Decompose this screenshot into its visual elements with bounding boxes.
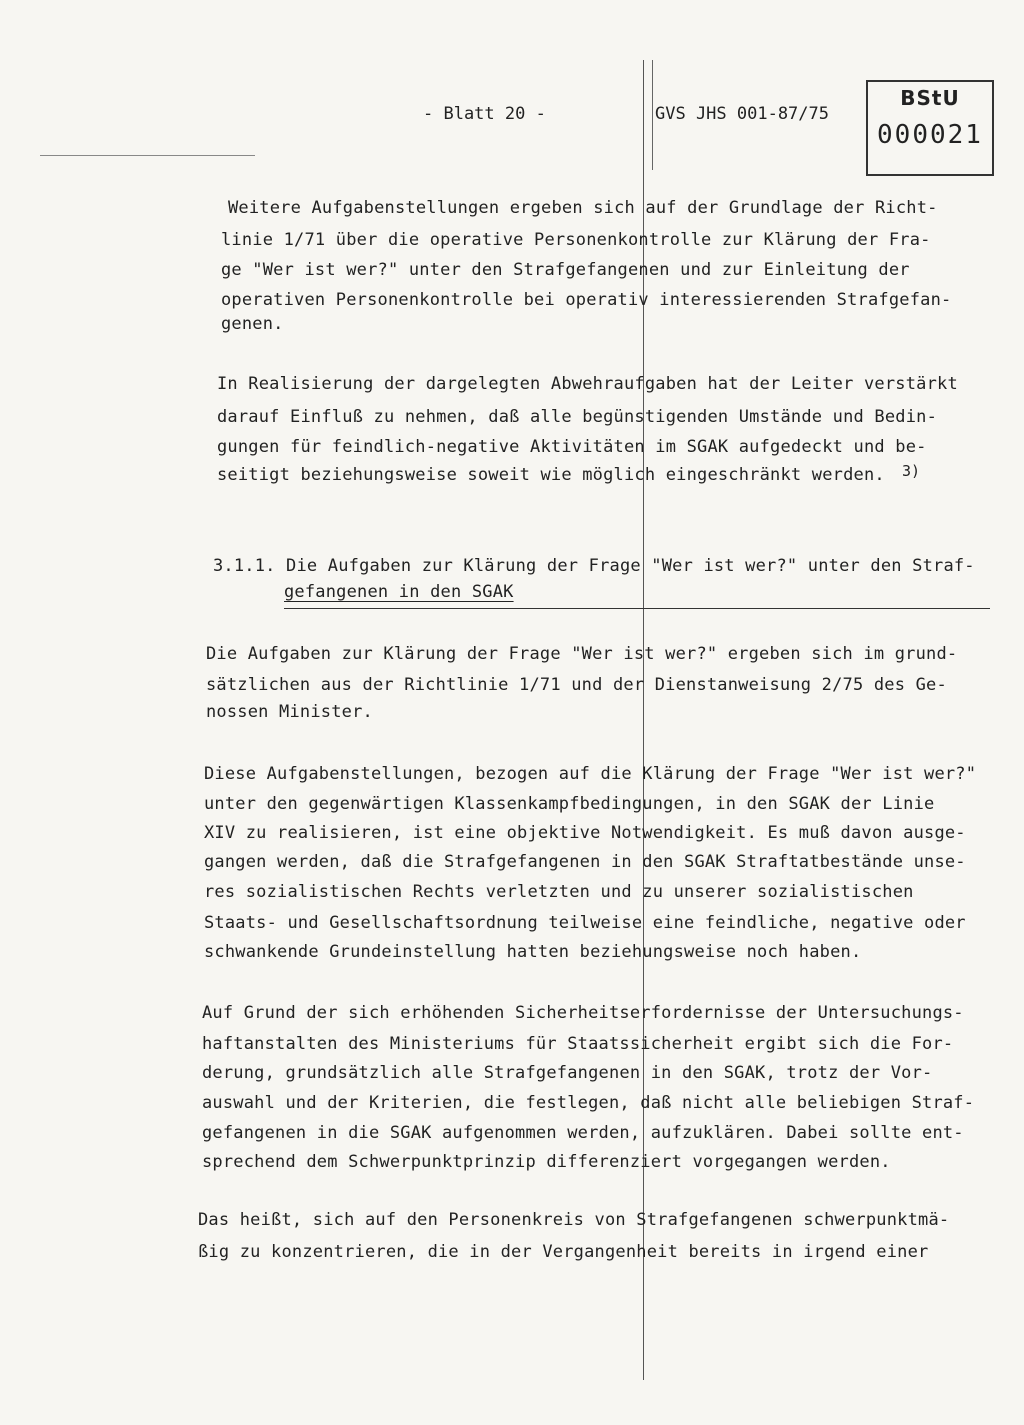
margin-line: [643, 60, 644, 1380]
footnote-marker: 3): [902, 462, 921, 480]
text-line: sätzlichen aus der Richtlinie 1/71 und der Dienstanweisung 2/75 des Ge-: [206, 675, 947, 695]
text-line: In Realisierung der dargelegten Abwehraufgaben hat der Leiter verstärkt: [217, 374, 958, 394]
text-line: Das heißt, sich auf den Personenkreis von Strafgefangenen schwerpunktmä-: [198, 1210, 950, 1230]
heading-rule: [284, 608, 990, 609]
sheet-number: - Blatt 20 -: [423, 104, 546, 124]
text-line: gungen für feindlich-negative Aktivitäten im SGAK aufgedeckt und be-: [217, 437, 927, 457]
top-rule: [40, 155, 255, 156]
text-line: haftanstalten des Ministeriums für Staatssicherheit ergibt sich die For-: [202, 1034, 954, 1054]
text-line: seitigt beziehungsweise soweit wie möglich eingeschränkt werden.: [217, 465, 885, 485]
text-line: Weitere Aufgabenstellungen ergeben sich auf der Grundlage der Richt-: [228, 198, 938, 218]
text-line: derung, grundsätzlich alle Strafgefangenen in den SGAK, trotz der Vor-: [202, 1063, 933, 1083]
text-line: auswahl und der Kriterien, die festlegen, daß nicht alle beliebigen Straf-: [202, 1093, 975, 1113]
text-line: Die Aufgaben zur Klärung der Frage "Wer ist wer?" ergeben sich im grund-: [206, 644, 958, 664]
text-line: Auf Grund der sich erhöhenden Sicherheitserfordernisse der Untersuchungs-: [202, 1003, 964, 1023]
text-line: ge "Wer ist wer?" unter den Strafgefangenen und zur Einleitung der: [221, 260, 910, 280]
stamp-title: BStU: [900, 86, 960, 110]
text-line: Diese Aufgabenstellungen, bezogen auf die Klärung der Frage "Wer ist wer?": [204, 764, 977, 784]
text-line: darauf Einfluß zu nehmen, daß alle begünstigenden Umstände und Bedin-: [217, 407, 938, 427]
text-line: gefangenen in die SGAK aufgenommen werden, aufzuklären. Dabei sollte ent-: [202, 1123, 964, 1143]
document-reference: GVS JHS 001-87/75: [655, 104, 829, 124]
text-line: nossen Minister.: [206, 702, 373, 722]
stamp-number: 000021: [877, 120, 983, 150]
text-line: res sozialistischen Rechts verletzten und zu unserer sozialistischen: [204, 882, 914, 902]
text-line: schwankende Grundeinstellung hatten beziehungsweise noch haben.: [204, 942, 862, 962]
section-heading: 3.1.1. Die Aufgaben zur Klärung der Frage "Wer ist wer?" unter den Straf-: [213, 556, 975, 576]
text-line: XIV zu realisieren, ist eine objektive Notwendigkeit. Es muß davon ausge-: [204, 823, 966, 843]
text-line: operativen Personenkontrolle bei operativ interessierenden Strafgefan-: [221, 290, 952, 310]
text-line: Staats- und Gesellschaftsordnung teilweise eine feindliche, negative oder: [204, 913, 966, 933]
text-line: sprechend dem Schwerpunktprinzip differenziert vorgegangen werden.: [202, 1152, 891, 1172]
text-line: unter den gegenwärtigen Klassenkampfbedingungen, in den SGAK der Linie: [204, 794, 935, 814]
archive-stamp: [866, 80, 994, 176]
text-line: gangen werden, daß die Strafgefangenen in den SGAK Straftatbestände unse-: [204, 852, 966, 872]
text-line: linie 1/71 über die operative Personenkontrolle zur Klärung der Fra-: [221, 230, 931, 250]
section-heading-cont: gefangenen in den SGAK: [284, 582, 514, 602]
text-line: genen.: [221, 314, 284, 334]
text-line: ßig zu konzentrieren, die in der Vergangenheit bereits in irgend einer: [198, 1242, 929, 1262]
margin-line-short: [652, 60, 653, 170]
